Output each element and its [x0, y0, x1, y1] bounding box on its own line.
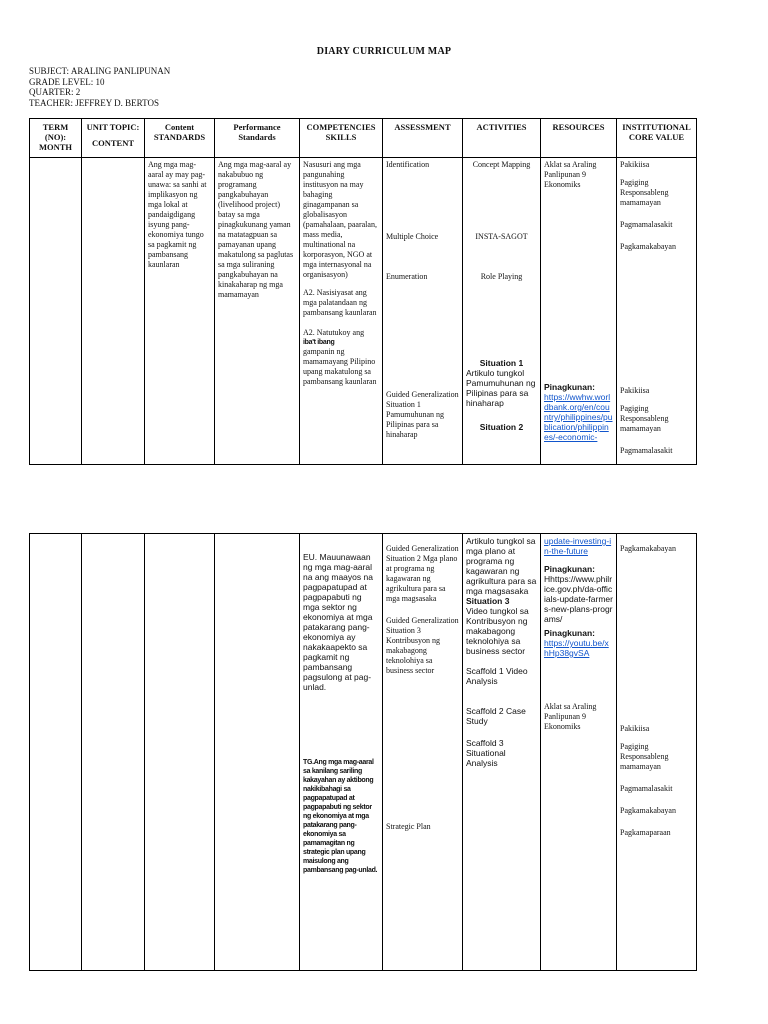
content-standard-cell: Ang mga mag-aaral ay may pag-unawa: sa sanhi at implikasyon ng mga lokal at pandaigdigang isyung pang-ekonomiya tungo sa pagkamit ng pambansang kaunlaran	[145, 158, 215, 465]
assessment-2: Multiple Choice	[386, 232, 439, 241]
activity-6: Situation 2	[479, 422, 524, 432]
activity-video: Video tungkol sa Kontribusyon ng makabagong teknolohiya sa business sector	[466, 606, 529, 656]
term-cell	[30, 158, 82, 465]
competency-2: A2. Nasisiyasat ang mga palatandaan ng pambansang kaunlaran	[303, 288, 377, 317]
activity-article: Artikulo tungkol sa mga plano at programa ng kagawaran ng agrikultura para sa mga magsasaka	[466, 536, 537, 596]
performance-standard-cell: Ang mga mag-aaral ay nakabubuo ng programang pangkabuhayan (livelihood project) batay sa mga pinagkukunang yaman na matatagpuan sa pamayanan upang makatulong sa paglutas sa mga suliraning pangkabuhayan na kinakaharap ng mga mamamayan	[215, 158, 300, 465]
assessment-cell-2	[383, 534, 463, 971]
header-activities: ACTIVITIES	[463, 119, 541, 158]
resources-cell-2	[541, 534, 617, 971]
header-unit-content: CONTENT	[91, 138, 135, 148]
core-value-4: Pagkamakabayan	[620, 242, 676, 251]
core-value-6: Pagiging Responsableng mamamayan	[620, 404, 669, 433]
core-value-2-5: Pagkamakabayan	[620, 806, 676, 815]
activity-5: Artikulo tungkol Pamumuhunan ng Pilipinas para sa hinaharap	[466, 368, 536, 408]
competency-3b: iba't ibang	[303, 339, 335, 346]
header-core-value: INSTITUTIONAL CORE VALUE	[617, 119, 697, 158]
core-value-cell	[617, 158, 697, 465]
header-unit-topic: UNIT TOPIC:	[86, 122, 140, 132]
teacher-line: TEACHER: JEFFREY D. BERTOS	[29, 97, 159, 108]
activities-cell	[463, 158, 541, 465]
subject-line: SUBJECT: ARALING PANLIPUNAN	[29, 66, 171, 76]
competency-3c: gampanin ng mamamayang Pilipino upang makatulong sa pambansang kaunlaran	[303, 347, 377, 386]
activity-2: INSTA-SAGOT	[475, 232, 528, 241]
term-cell-2	[30, 534, 82, 971]
header-term: TERM (NO): MONTH	[30, 119, 82, 158]
core-value-cell-2	[617, 534, 697, 971]
assessment-4: Guided Generalization Situation 1 Pamumuhunan ng Pilipinas para sa hinaharap	[386, 390, 459, 439]
quarter-line: QUARTER: 2	[29, 87, 81, 97]
core-value-2-4: Pagmamalasakit	[620, 784, 673, 793]
activity-1: Concept Mapping	[472, 160, 531, 169]
resources-cell	[541, 158, 617, 465]
curriculum-table-part1	[29, 118, 697, 465]
resource-youtube-link[interactable]: https://youtu.be/xhHp38gvSA	[544, 638, 609, 658]
core-value-1: Pakikiisa	[620, 160, 650, 169]
content-standard-cell-2	[145, 534, 215, 971]
resource-book: Aklat sa Araling Panlipunan 9 Ekonomiks	[544, 702, 597, 731]
document-meta	[29, 66, 170, 108]
core-value-2-2: Pakikiisa	[620, 724, 650, 733]
competency-eu: EU. Mauunawaan ng mga mag-aaral na ang maayos na pagpapatupad at pagpapabuti ng mga sektor ng ekonomiya at mga patakarang pang-ekonomiya ay nakakaapekto sa pagkamit ng pambansang pagsulong at pag-unlad.	[303, 552, 373, 692]
activity-scaffold-3: Scaffold 3 Situational Analysis	[466, 738, 506, 768]
resource-link-continued[interactable]: update-investing-in-the-future	[544, 536, 612, 556]
resource-1: Aklat sa Araling Panlipunan 9 Ekonomiks	[544, 160, 597, 189]
performance-standard-cell-2	[215, 534, 300, 971]
activities-cell-2	[463, 534, 541, 971]
resource-2: Pinagkunan:	[544, 382, 596, 392]
core-value-7: Pagmamalasakit	[620, 446, 673, 455]
header-performance-standards: Performance Standards	[215, 119, 300, 158]
unit-cell-2	[82, 534, 145, 971]
activity-situation-3: Situation 3	[466, 596, 510, 606]
assessment-situation-3: Guided Generalization Situation 3 Kontribusyon ng makabagong teknolohiya sa business sector	[386, 616, 459, 675]
competency-tg: TG.Ang mga mag-aaral sa kanilang sariling kakayahan ay aktibong nakikibahagi sa pagpapatupad at pagpapabuti ng sektor ng ekonomiya at mga patakarang pang-ekonomiya sa pamamagitan ng strategic plan upang maisulong ang pambansang pag-unlad.	[303, 759, 378, 874]
assessment-strategic-plan: Strategic Plan	[386, 822, 431, 831]
competency-3a: A2. Natutukoy ang	[303, 328, 365, 337]
core-value-5: Pakikiisa	[620, 386, 650, 395]
header-assessment: ASSESSMENT	[383, 119, 463, 158]
header-unit	[82, 119, 145, 158]
header-resources: RESOURCES	[541, 119, 617, 158]
resource-source-1: Pinagkunan:	[544, 564, 596, 574]
core-value-2-3: Pagiging Responsableng mamamayan	[620, 742, 669, 771]
activity-scaffold-1: Scaffold 1 Video Analysis	[466, 666, 528, 686]
resource-link-1[interactable]: https://wwhw.worldbank.org/en/country/philippines/publication/philippines/-economic-	[544, 392, 613, 442]
grade-line: GRADE LEVEL: 10	[29, 76, 105, 87]
resource-philrice-url: Hhttps://www.philrice.gov.ph/da-officials-update-farmers-new-plans-programs/	[544, 574, 613, 624]
curriculum-table-part2	[29, 533, 697, 971]
core-value-3: Pagmamalasakit	[620, 220, 673, 229]
core-value-2-1: Pagkamakabayan	[620, 544, 676, 553]
core-value-2-6: Pagkamaparaan	[620, 828, 671, 837]
competencies-cell	[300, 158, 383, 465]
resource-source-2: Pinagkunan:	[544, 628, 596, 638]
assessment-1: Identification	[386, 160, 430, 169]
activity-4: Situation 1	[479, 358, 524, 368]
assessment-3: Enumeration	[386, 272, 428, 281]
competencies-cell-2	[300, 534, 383, 971]
activity-3: Role Playing	[480, 272, 523, 281]
assessment-situation-2: Guided Generalization Situation 2 Mga plano at programa ng kagawaran ng agrikultura para sa mga magsasaka	[386, 544, 459, 603]
activity-scaffold-2: Scaffold 2 Case Study	[466, 706, 526, 726]
document-title: DIARY CURRICULUM MAP	[316, 46, 452, 57]
competency-1: Nasusuri ang mga pangunahing institusyon na may bahaging ginagampanan sa globalisasyon (pamahalaan, paaralan, mass media, multinational na korporasyon, NGO at mga internasyonal na organisasyon)	[303, 160, 377, 279]
unit-cell	[82, 158, 145, 465]
core-value-2: Pagiging Responsableng mamamayan	[620, 178, 669, 207]
header-competencies: COMPETENCIES SKILLS	[300, 119, 383, 158]
assessment-cell	[383, 158, 463, 465]
header-content-standards: Content STANDARDS	[145, 119, 215, 158]
